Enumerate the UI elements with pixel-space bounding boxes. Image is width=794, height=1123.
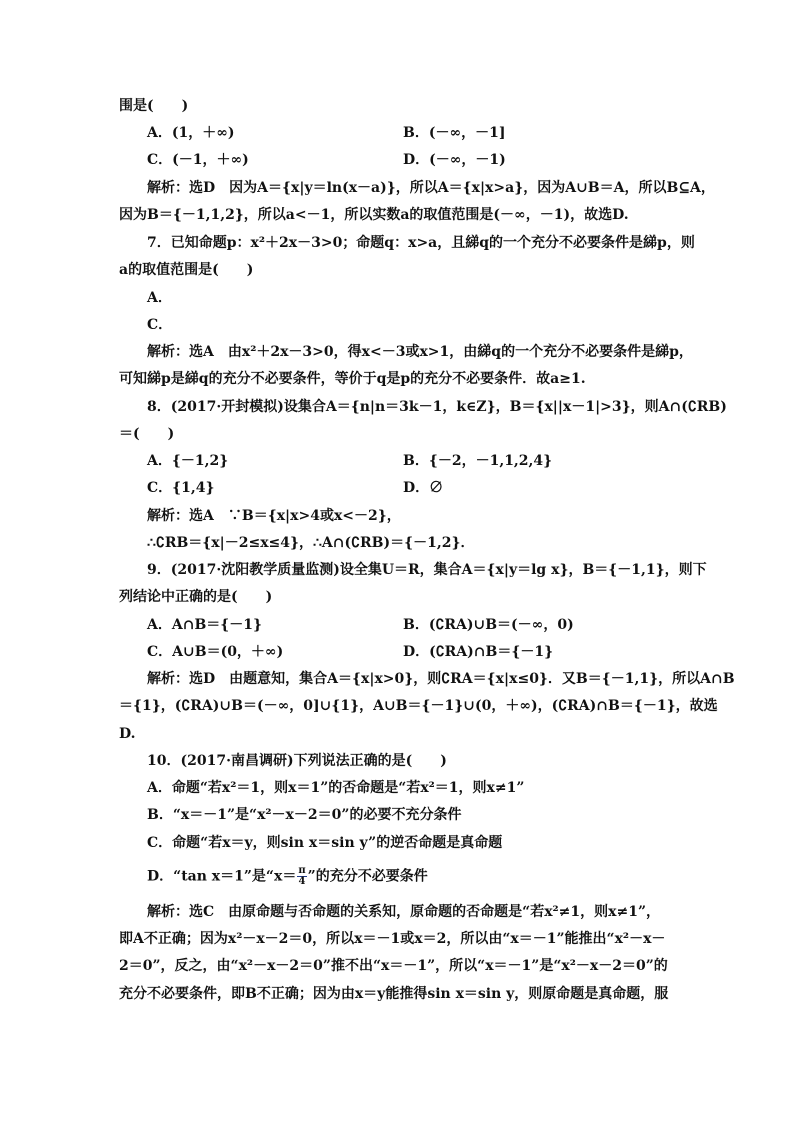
q9-solution-line-2: ＝{1}，(∁RA)∪B＝(－∞，0]∪{1}，A∪B＝{－1}∪(0，＋∞)，(∁RA)∩B＝{－1}，故选 (119, 698, 718, 714)
q6-solution-line-2: 因为B＝{－1,1,2}，所以a<－1，所以实数a的取值范围是(－∞，－1)，故选D. (119, 207, 629, 223)
pi-over-four-fraction (297, 866, 306, 887)
q6-option-c: C．(－1，＋∞) (147, 152, 249, 168)
q6-option-b: B．(－∞，－1] (403, 125, 506, 141)
q10-stem: 10．(2017·南昌调研)下列说法正确的是( ) (147, 753, 447, 769)
q10-option-b: B．“x＝－1”是“x²－x－2＝0”的必要不充分条件 (147, 807, 462, 823)
q8-option-b: B．{－2，－1,1,2,4} (403, 453, 553, 469)
q8-option-d: D．∅ (403, 480, 444, 496)
q6-option-a: A．(1，＋∞) (147, 125, 235, 141)
q9-option-d: D．(∁RA)∩B＝{－1} (403, 644, 554, 660)
q8-stem-line-1: 8．(2017·开封模拟)设集合A＝{n|n＝3k－1，k∈Z}，B＝{x||x－1|>3}，则A∩(∁RB) (147, 399, 727, 415)
q10-solution-line-1: 解析：选C 由原命题与否命题的关系知，原命题的否命题是“若x²≠1，则x≠1”， (147, 904, 661, 920)
q7-solution-line-1: 解析：选A 由x²＋2x－3>0，得x<－3或x>1，由綈q的一个充分不必要条件是綈p， (147, 344, 693, 360)
q7-stem-line-1: 7．已知命题p：x²＋2x－3>0；命题q：x>a，且綈q的一个充分不必要条件是綈p，则 (147, 235, 695, 251)
q8-solution-line-1: 解析：选A ∵B＝{x|x>4或x<－2}， (147, 508, 401, 524)
q10-solution-line-4: 充分不必要条件，即B不正确；因为由x＝y能推得sin x＝sin y，则原命题是真命题，服 (119, 986, 669, 1002)
q9-stem-line-2: 列结论中正确的是( ) (119, 589, 273, 605)
q9-stem-line-1: 9．(2017·沈阳教学质量监测)设全集U＝R，集合A＝{x|y＝lg x}，B＝{－1,1}，则下 (147, 562, 707, 578)
q8-option-a: A．{－1,2} (147, 453, 229, 469)
q8-solution-line-2: ∴∁RB＝{x|－2≤x≤4}，∴A∩(∁RB)＝{－1,2}． (147, 535, 475, 551)
q9-option-a: A．A∩B＝{－1} (147, 617, 263, 633)
q6-stem-tail: 围是( ) (119, 98, 189, 114)
q8-option-c: C．{1,4} (147, 480, 215, 496)
q6-solution-line-1: 解析：选D 因为A＝{x|y＝ln(x－a)}，所以A＝{x|x>a}，因为A∪B＝A，所以B⊆A， (147, 180, 715, 196)
q10-option-d (147, 866, 428, 887)
q6-option-d: D．(－∞，－1) (403, 152, 506, 168)
q10-solution-line-2: 即A不正确；因为x²－x－2＝0，所以x＝－1或x＝2，所以由“x＝－1”能推出“x²－x－ (119, 931, 666, 947)
q10-option-d-text-after: ”的充分不必要条件 (307, 868, 428, 885)
q10-option-c: C．命题“若x＝y，则sin x＝sin y”的逆否命题是真命题 (147, 835, 503, 851)
q9-option-c: C．A∪B＝(0，＋∞) (147, 644, 284, 660)
q7-option-a: A． (147, 290, 172, 306)
q9-option-b: B．(∁RA)∪B＝(－∞，0) (403, 617, 574, 633)
q7-option-c: C． (147, 317, 173, 333)
q9-solution-line-1: 解析：选D 由题意知，集合A＝{x|x>0}，则∁RA＝{x|x≤0}．又B＝{－1,1}，所以A∩B (147, 671, 735, 687)
q9-solution-line-3: D. (119, 726, 136, 742)
q7-stem-line-2: a的取值范围是( ) (119, 262, 254, 278)
q10-solution-line-3: 2＝0”，反之，由“x²－x－2＝0”推不出“x＝－1”，所以“x＝－1”是“x²－x－2＝0”的 (119, 958, 668, 974)
q8-stem-line-2: ＝( ) (119, 426, 175, 442)
q10-option-d-text-before: D．“tan x＝1”是“x＝ (147, 868, 297, 885)
q10-option-a: A．命题“若x²＝1，则x＝1”的否命题是“若x²＝1，则x≠1” (147, 780, 525, 796)
fraction-numerator: π (298, 865, 306, 876)
fraction-denominator: 4 (298, 876, 306, 887)
q7-solution-line-2: 可知綈p是綈q的充分不必要条件，等价于q是p的充分不必要条件．故a≥1. (119, 371, 586, 387)
